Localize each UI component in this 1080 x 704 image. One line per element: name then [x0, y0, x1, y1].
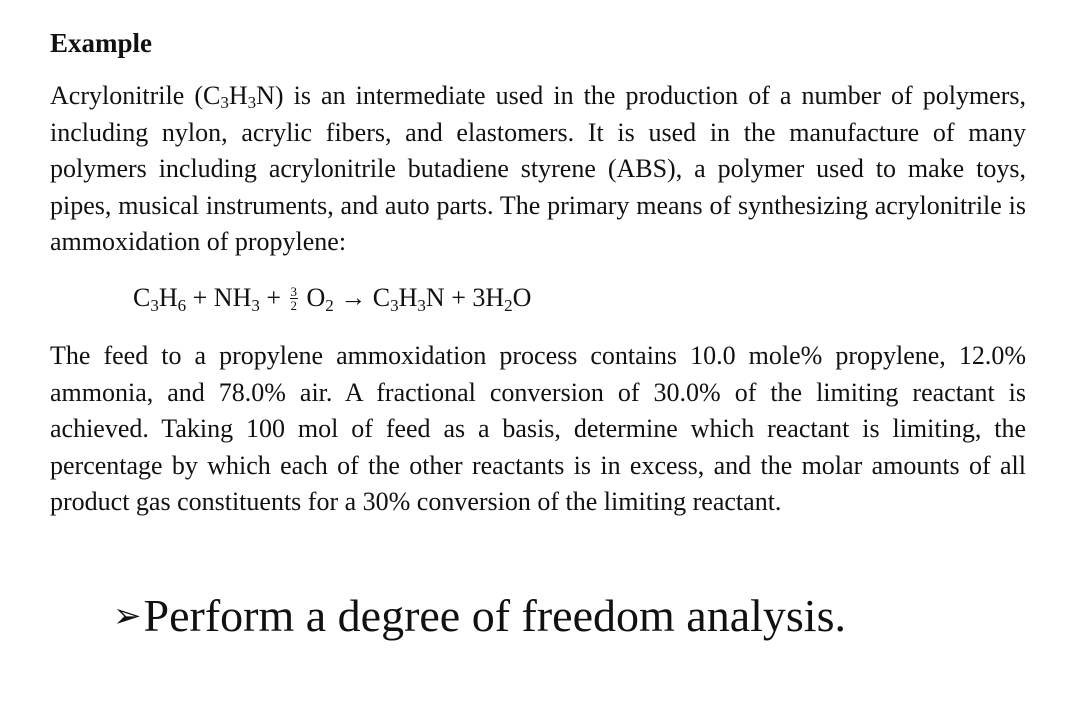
example-heading: Example — [50, 28, 153, 58]
intro-text-start: Acrylonitrile (C — [50, 81, 221, 110]
task-bullet — [113, 586, 846, 646]
eq-term: + — [259, 283, 288, 312]
eq-subscript: 6 — [177, 296, 187, 315]
eq-term: + NH — [186, 283, 252, 312]
intro-paragraph — [50, 78, 1026, 261]
eq-subscript: 3 — [150, 296, 159, 315]
fraction-numerator: 3 — [290, 283, 298, 299]
eq-term: H — [398, 283, 418, 312]
three-halves-fraction — [290, 285, 299, 312]
arrowhead-bullet-icon: ➢ — [113, 596, 142, 636]
eq-term: O — [512, 283, 532, 312]
reaction-equation — [133, 280, 531, 316]
eq-subscript: 3 — [417, 296, 426, 315]
problem-paragraph: The feed to a propylene ammoxidation process contains 10.0 mole% propylene, 12.0% ammonia, and 78.0% air. A fractional conversion of 30.0% of the limiting reactant is achieved. Taking 100 mol of feed as a basis, determine which reactant is limiting, the percentage by which each of the other reactants is in excess, and the molar amounts of all product gas constituents for a 30% conversion of the limiting reactant. — [50, 341, 1026, 516]
reaction-arrow: → — [333, 283, 373, 312]
eq-term: O — [300, 283, 326, 312]
eq-term: C — [133, 283, 151, 312]
eq-subscript: 3 — [251, 296, 260, 315]
eq-term: N + 3H — [425, 283, 505, 312]
eq-term: C — [372, 283, 391, 312]
formula-h: H — [228, 81, 248, 110]
fraction-denominator: 2 — [290, 297, 298, 313]
eq-subscript: 3 — [390, 296, 399, 315]
formula-subscript-c: 3 — [220, 93, 229, 112]
task-text: Perform a degree of freedom analysis. — [143, 590, 846, 641]
eq-subscript: 2 — [504, 296, 513, 315]
eq-term: H — [158, 283, 178, 312]
intro-text-rest: N) is an intermediate used in the production of a number of polymers, including nylon, acrylic fibers, and elastomers. It is used in the manufacture of many polymers including acrylonitrile butadiene styrene (ABS), a polymer used to make toys, pipes, musical instruments, and auto parts. The primary means of synthesizing acrylonitrile is ammoxidation of propylene: — [50, 81, 1026, 256]
eq-subscript: 2 — [325, 296, 334, 315]
formula-subscript-h: 3 — [247, 93, 257, 112]
